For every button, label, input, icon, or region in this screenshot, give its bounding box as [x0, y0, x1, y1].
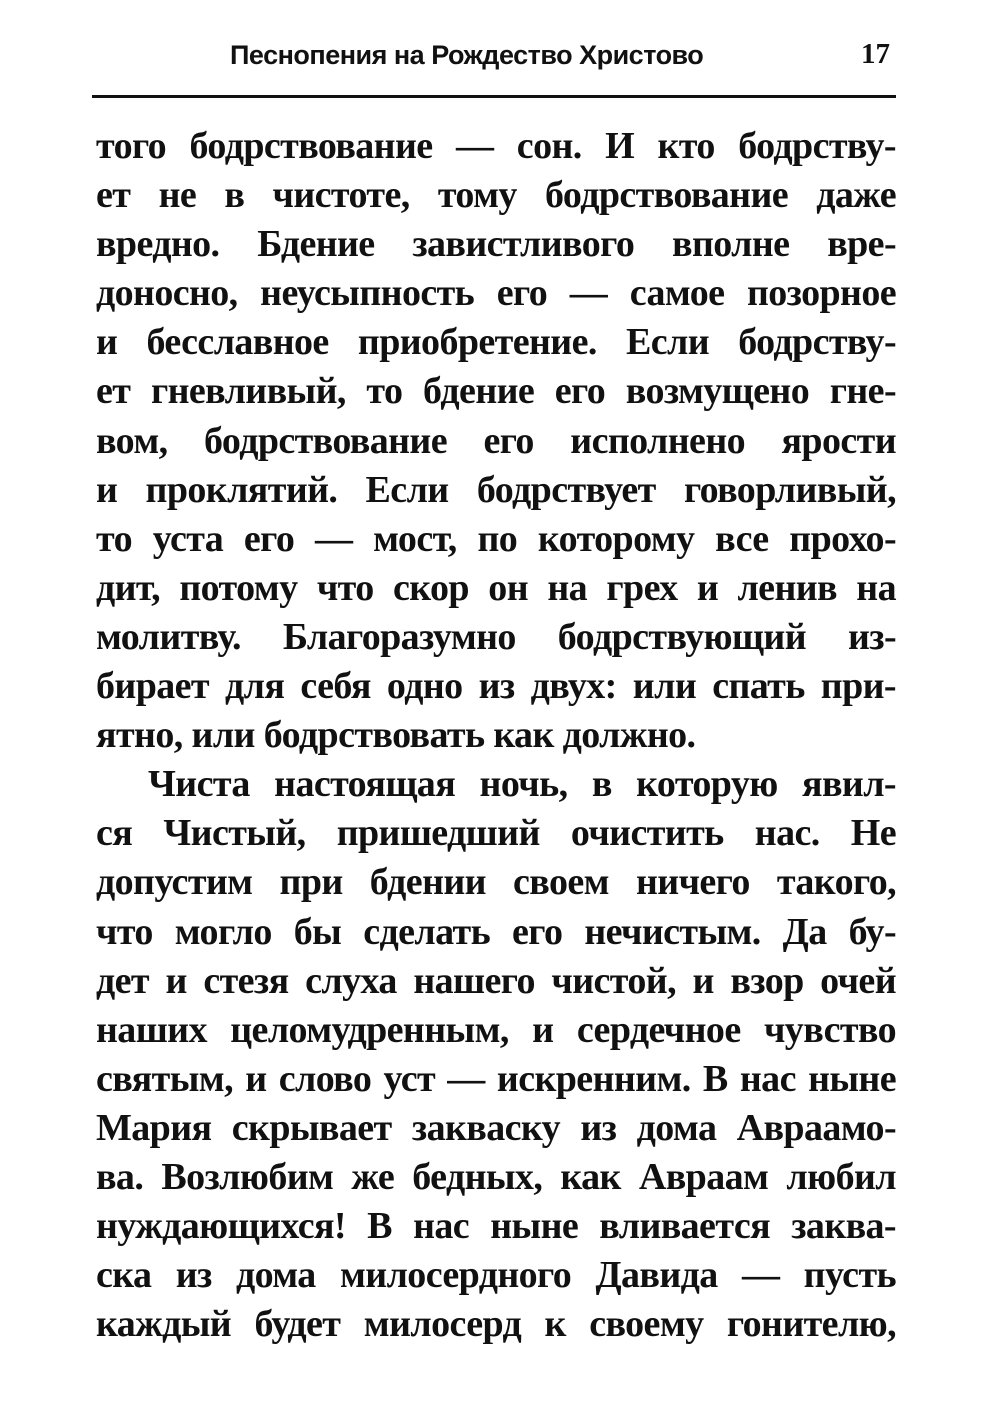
text-line: ся Чистый, пришедший очистить нас. Не: [96, 812, 896, 855]
text-line-paragraph-start: Чиста настоящая ночь, в которую явил-: [148, 763, 896, 806]
header-rule: [92, 95, 896, 98]
text-line: дет и стезя слуха нашего чистой, и взор очей: [96, 959, 896, 1002]
text-line: доносно, неусыпность его — самое позорное: [96, 272, 896, 315]
page-number: 17: [861, 38, 890, 70]
text-line: ва. Возлюбим же бедных, как Авраам любил: [96, 1155, 896, 1198]
text-line: того бодрствование — сон. И кто бодрству-: [96, 125, 896, 167]
text-line: молитву. Благоразумно бодрствующий из-: [96, 615, 896, 658]
text-line: что могло бы сделать его нечистым. Да бу-: [96, 910, 896, 953]
text-line: и бесславное приобретение. Если бодрству-: [96, 321, 896, 364]
text-line: и проклятий. Если бодрствует говорливый,: [96, 468, 896, 511]
running-head: [92, 36, 896, 80]
text-line: допустим при бдении своем ничего такого,: [96, 861, 896, 904]
text-line: ска из дома милосердного Давида — пусть: [96, 1254, 896, 1297]
running-title: Песнопения на Рождество Христово: [230, 40, 704, 70]
text-line: наших целомудренным, и сердечное чувство: [96, 1008, 896, 1051]
text-line: ет не в чистоте, тому бодрствование даже: [96, 174, 896, 217]
text-line: нуждающихся! В нас ныне вливается заква-: [96, 1205, 896, 1248]
text-line: то уста его — мост, по которому все прохо-: [96, 517, 896, 560]
text-line-paragraph-end: ятно, или бодрствовать как должно.: [96, 714, 696, 757]
text-line: ет гневливый, то бдение его возмущено гне-: [96, 370, 896, 413]
text-line: святым, и слово уст — искренним. В нас ныне: [96, 1057, 896, 1100]
text-line: дит, потому что скор он на грех и ленив на: [96, 566, 896, 609]
body-text: [96, 122, 896, 1349]
text-line: каждый будет милосерд к своему гонителю,: [96, 1303, 896, 1346]
text-line: вом, бодрствование его исполнено ярости: [96, 419, 896, 462]
text-line: вредно. Бдение завистливого вполне вре-: [96, 223, 896, 266]
text-line: бирает для себя одно из двух: или спать при-: [96, 665, 896, 708]
text-line: Мария скрывает закваску из дома Авраамо-: [96, 1106, 896, 1149]
